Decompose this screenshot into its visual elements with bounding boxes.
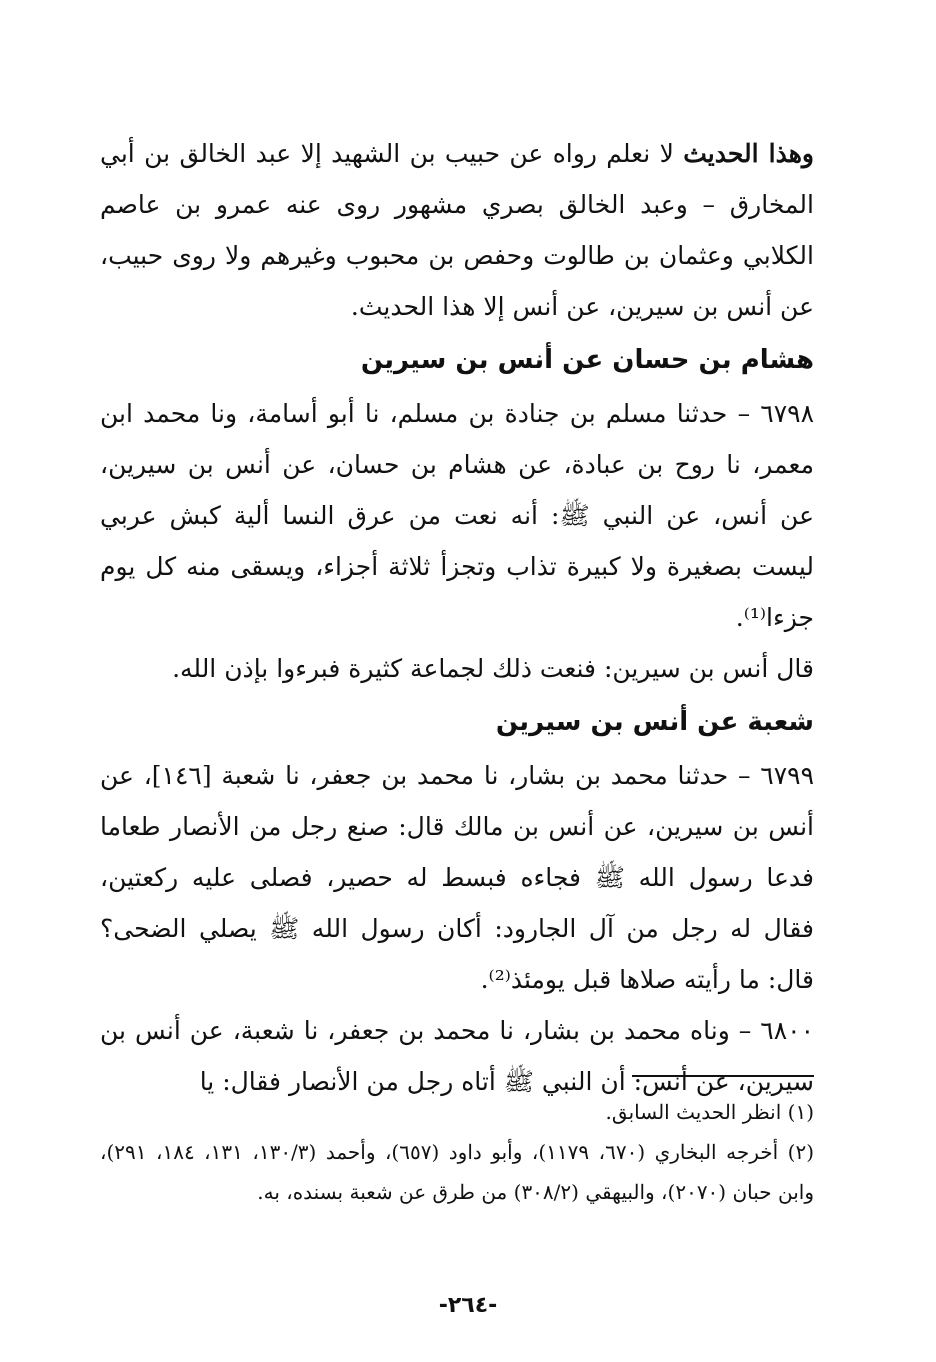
footnote-2: (٢) أخرجه البخاري (٦٧٠، ١١٧٩)، وأبو داود (٦٥٧)، وأحمد (١٣٠/٣، ١٣١، ١٨٤، ٢٩١)، وابن حبان (٢٠٧٠)، والبيهقي (٣٠٨/٢) من طرق عن شعبة بسنده، به. bbox=[100, 1140, 815, 1204]
section-heading-shuba: شعبة عن أنس بن سيرين bbox=[495, 707, 814, 737]
footnote-divider bbox=[632, 1075, 814, 1077]
main-text bbox=[100, 128, 814, 1107]
section-heading-hisham: هشام بن حسان عن أنس بن سيرين bbox=[360, 345, 814, 375]
hadith-6799: ٦٧٩٩ – حدثنا محمد بن بشار، نا محمد بن جعفر، نا شعبة [١٤٦]، عن أنس بن سيرين، عن أنس بن مالك قال: صنع رجل من الأنصار طعاما فدعا رسول الله ﷺ فجاءه فبسط له حصير، فصلى عليه ركعتين، فقال له رجل من آل الجارود: أكان رسول الله ﷺ يصلي الضحى؟ قال: ما رأيته صلاها قبل يومئذ⁽²⁾. bbox=[100, 761, 815, 994]
footnote-1: (١) انظر الحديث السابق. bbox=[605, 1100, 814, 1124]
hadith-6798: ٦٧٩٨ – حدثنا مسلم بن جنادة بن مسلم، نا أبو أسامة، ونا محمد ابن معمر، نا روح بن عبادة، عن هشام بن حسان، عن أنس بن سيرين، عن أنس، عن النبي ﷺ: أنه نعت من عرق النسا ألية كبش عربي ليست بصغيرة ولا كبيرة تذاب وتجزأ ثلاثة أجزاء، ويسقى منه كل يوم جزءا⁽¹⁾. bbox=[100, 399, 814, 632]
intro-rest: لا نعلم رواه عن حبيب بن الشهيد إلا عبد الخالق بن أبي المخارق – وعبد الخالق بصري مشهور روى عنه عمرو بن عاصم الكلابي وعثمان بن طالوت وحفص بن محبوب وغيرهم ولا روى حبيب، عن أنس بن سيرين، عن أنس إلا هذا الحديث. bbox=[100, 139, 814, 321]
intro-lead: وهذا الحديث bbox=[683, 139, 814, 168]
page-number: -٢٦٤- bbox=[438, 1293, 498, 1318]
intro-paragraph bbox=[100, 128, 814, 332]
hadith-6800: ٦٨٠٠ – وناه محمد بن بشار، نا محمد بن جعفر، نا شعبة، عن أنس بن سيرين، عن أنس: أن النبي ﷺ أتاه رجل من الأنصار فقال: يا bbox=[100, 1016, 814, 1096]
footnotes bbox=[100, 1092, 814, 1212]
hadith-6798-note: قال أنس بن سيرين: فنعت ذلك لجماعة كثيرة فبرءوا بإذن الله. bbox=[172, 654, 814, 683]
